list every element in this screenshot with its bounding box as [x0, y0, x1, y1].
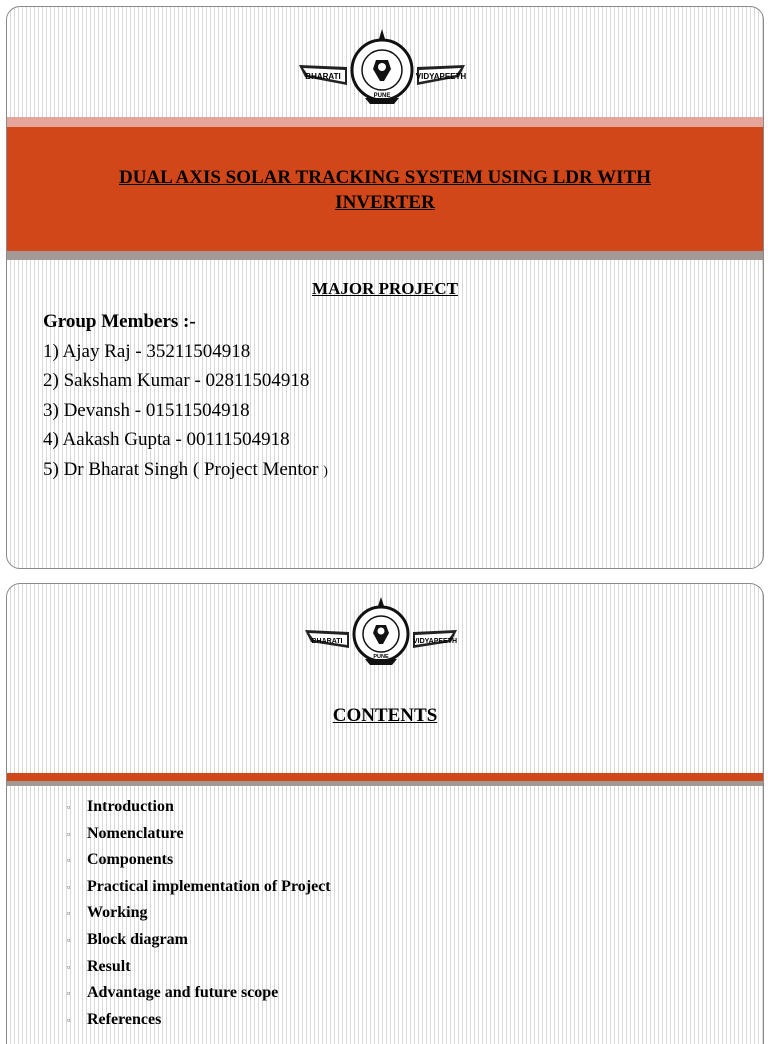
- contents-item: ▫ Working: [67, 900, 331, 927]
- contents-item: ▫ Components: [67, 847, 331, 874]
- contents-item: ▫ Nomenclature: [67, 821, 331, 848]
- contents-item: ▫ Block diagram: [67, 927, 331, 954]
- svg-text:BHARATI: BHARATI: [305, 72, 341, 81]
- title-band-bottom: [7, 251, 763, 260]
- contents-item: ▫ Result: [67, 954, 331, 981]
- contents-item: ▫ Introduction: [67, 794, 331, 821]
- svg-text:PUNE: PUNE: [373, 93, 391, 99]
- bullet-icon: ▫: [67, 934, 71, 945]
- contents-slide: [6, 583, 764, 1044]
- member-item: 4) Aakash Gupta - 00111504918: [43, 429, 290, 450]
- bullet-icon: ▫: [67, 855, 71, 866]
- bullet-icon: ▫: [67, 1014, 71, 1025]
- bharati-vidyapeeth-logo: [301, 594, 461, 670]
- member-item: 1) Ajay Raj - 35211504918: [43, 340, 251, 362]
- svg-text:BHARATI: BHARATI: [311, 638, 343, 645]
- group-members: [43, 307, 328, 486]
- bullet-icon: ▫: [67, 961, 71, 972]
- members-heading: Group Members :-: [43, 311, 196, 332]
- project-subtitle: MAJOR PROJECT: [312, 279, 458, 298]
- bullet-icon: ▫: [67, 988, 71, 999]
- title-band-top: [7, 117, 763, 127]
- svg-text:VIDYAPEETH: VIDYAPEETH: [415, 72, 467, 81]
- contents-item: ▫ Advantage and future scope: [67, 980, 331, 1007]
- contents-item: ▫ References: [67, 1007, 331, 1034]
- contents-heading: CONTENTS: [332, 705, 438, 726]
- member-item: 2) Saksham Kumar - 02811504918: [43, 370, 310, 391]
- bharati-vidyapeeth-logo: [295, 25, 469, 111]
- bullet-icon: ▫: [67, 908, 71, 919]
- bullet-icon: ▫: [67, 881, 71, 892]
- member-item: 3) Devansh - 01511504918: [43, 399, 250, 421]
- svg-text:PUNE: PUNE: [373, 654, 389, 660]
- bullet-icon: ▫: [67, 802, 71, 812]
- bullet-icon: ▫: [67, 828, 71, 839]
- contents-list: [67, 794, 331, 1033]
- contents-divider-shadow: [7, 781, 763, 786]
- title-slide: [6, 6, 764, 569]
- project-title: DUAL AXIS SOLAR TRACKING SYSTEM USING LDR WITH INVERTER: [119, 167, 651, 213]
- mentor-item: 5) Dr Bharat Singh ( Project Mentor ): [43, 458, 328, 480]
- contents-divider: [7, 773, 763, 781]
- svg-text:VIDYAPEETH: VIDYAPEETH: [412, 638, 458, 645]
- contents-item: ▫ Practical implementation of Project: [67, 874, 331, 901]
